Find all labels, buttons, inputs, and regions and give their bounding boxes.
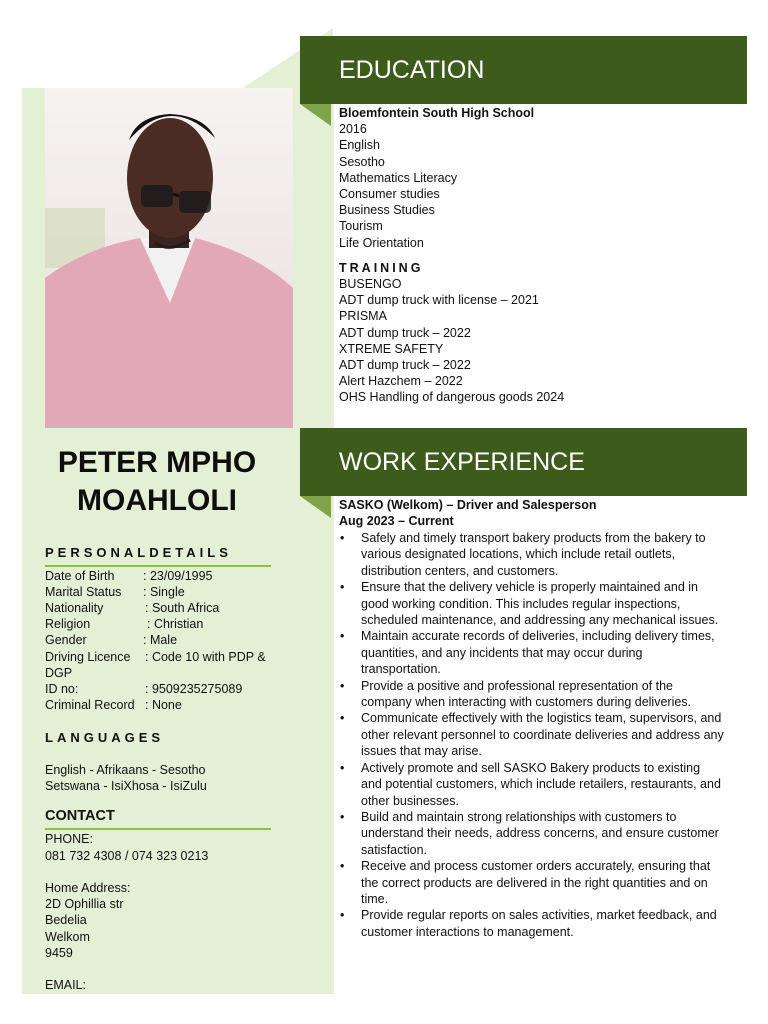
education-item: Mathematics Literacy	[339, 170, 458, 185]
name-line-2: MOAHLOLI	[77, 484, 237, 517]
work-header-fold	[300, 496, 331, 518]
personal-detail-value: : South Africa	[145, 601, 220, 615]
personal-detail-value: : 9509235275089	[145, 682, 243, 696]
address-line-4: 9459	[45, 946, 73, 960]
duty-item: • Communicate effectively with the logistics team, supervisors, and other relevant personnel to coordinate deliveries and address any issues that may arise.	[339, 710, 724, 759]
education-header: EDUCATION	[300, 36, 747, 104]
education-block	[339, 105, 564, 406]
training-item: ADT dump truck – 2022	[339, 358, 471, 373]
training-item: XTREME SAFETY	[339, 341, 444, 356]
duty-item: • Provide a positive and professional representation of the company when interacting with customers during deliveries.	[339, 678, 724, 711]
work-role-block	[339, 497, 597, 529]
duty-item: • Safely and timely transport bakery products from the bakery to various designated locations, which include retail outlets, distribution centers, and customers.	[339, 530, 724, 579]
personal-detail-key: Marital Status	[45, 585, 122, 599]
duty-item: • Build and maintain strong relationships with customers to understand their needs, address concerns, and ensure customer satisfaction.	[339, 809, 724, 858]
education-item: 2016	[339, 122, 367, 137]
education-item: Consumer studies	[339, 187, 440, 202]
personal-detail-value: : Christian	[147, 617, 204, 631]
education-item: Business Studies	[339, 203, 435, 218]
email-label: EMAIL:	[45, 978, 86, 992]
duty-item: • Provide regular reports on sales activities, market feedback, and customer interactions to management.	[339, 907, 724, 940]
work-period: Aug 2023 – Current	[339, 514, 454, 529]
education-item: Sesotho	[339, 154, 385, 169]
duty-item: • Maintain accurate records of deliveries, including delivery times, quantities, and any incidents that may occur during transportation.	[339, 628, 724, 677]
address-label: Home Address:	[45, 881, 131, 895]
personal-detail-key: Driving Licence	[45, 650, 131, 664]
personal-detail-key: Religion	[45, 617, 91, 631]
school-name: Bloemfontein South High School	[339, 106, 535, 120]
personal-detail-value: : None	[145, 698, 182, 712]
personal-detail-key: Nationality	[45, 601, 104, 615]
languages-line-2: Setswana - IsiXhosa - IsiZulu	[45, 779, 207, 793]
languages-title: LANGUAGES	[45, 730, 165, 745]
phone-value: 081 732 4308 / 074 323 0213	[45, 849, 209, 863]
training-item: Alert Hazchem – 2022	[339, 374, 463, 389]
work-experience-header: WORK EXPERIENCE	[300, 428, 747, 496]
address-line-2: Bedelia	[45, 913, 87, 927]
address-line-1: 2D Ophillia str	[45, 897, 124, 911]
training-item: PRISMA	[339, 309, 387, 324]
languages-line-1: English - Afrikaans - Sesotho	[45, 763, 206, 777]
name-line-1: PETER MPHO	[57, 446, 257, 479]
address-line-3: Welkom	[45, 930, 90, 944]
duty-item: • Actively promote and sell SASKO Bakery products to existing and potential customers, which include retailers, restaurants, and other businesses.	[339, 760, 724, 809]
education-item: Life Orientation	[339, 235, 424, 250]
education-header-fold	[300, 104, 331, 126]
personal-detail-key: Date of Birth	[45, 569, 115, 583]
personal-details-title: PERSONALDETAILS	[45, 545, 232, 560]
work-duties-list	[339, 530, 724, 940]
duty-item: • Receive and process customer orders accurately, ensuring that the correct products are delivered in the right quantities and on time.	[339, 858, 724, 907]
duty-item: • Ensure that the delivery vehicle is properly maintained and in good working condition. This includes regular inspections, scheduled maintenance, and addressing any mechanical issues.	[339, 579, 724, 628]
personal-detail-value: : Male	[143, 633, 178, 647]
phone-label: PHONE:	[45, 832, 93, 846]
personal-detail-value: : 23/09/1995	[143, 569, 213, 583]
personal-detail-key: Criminal Record	[45, 698, 135, 712]
personal-detail-key: DGP	[45, 666, 73, 680]
contact-title: CONTACT	[45, 808, 115, 824]
contact-rule	[45, 828, 271, 830]
education-item: English	[339, 138, 380, 153]
personal-detail-key: Gender	[45, 633, 87, 647]
personal-detail-value: : Single	[143, 585, 185, 599]
personal-detail-key: ID no:	[45, 682, 79, 696]
training-item: OHS Handling of dangerous goods 2024	[339, 390, 565, 405]
training-item: BUSENGO	[339, 277, 402, 292]
education-item: Tourism	[339, 219, 383, 234]
personal-detail-value: : Code 10 with PDP &	[145, 650, 266, 664]
training-item: ADT dump truck – 2022	[339, 325, 471, 340]
training-item: ADT dump truck with license – 2021	[339, 293, 539, 308]
training-title: TRAINING	[339, 260, 424, 275]
candidate-name	[22, 444, 292, 520]
left-panel-notch	[22, 210, 44, 225]
work-role: SASKO (Welkom) – Driver and Salesperson	[339, 498, 597, 512]
personal-details-rule	[45, 565, 271, 567]
profile-photo	[45, 88, 293, 428]
